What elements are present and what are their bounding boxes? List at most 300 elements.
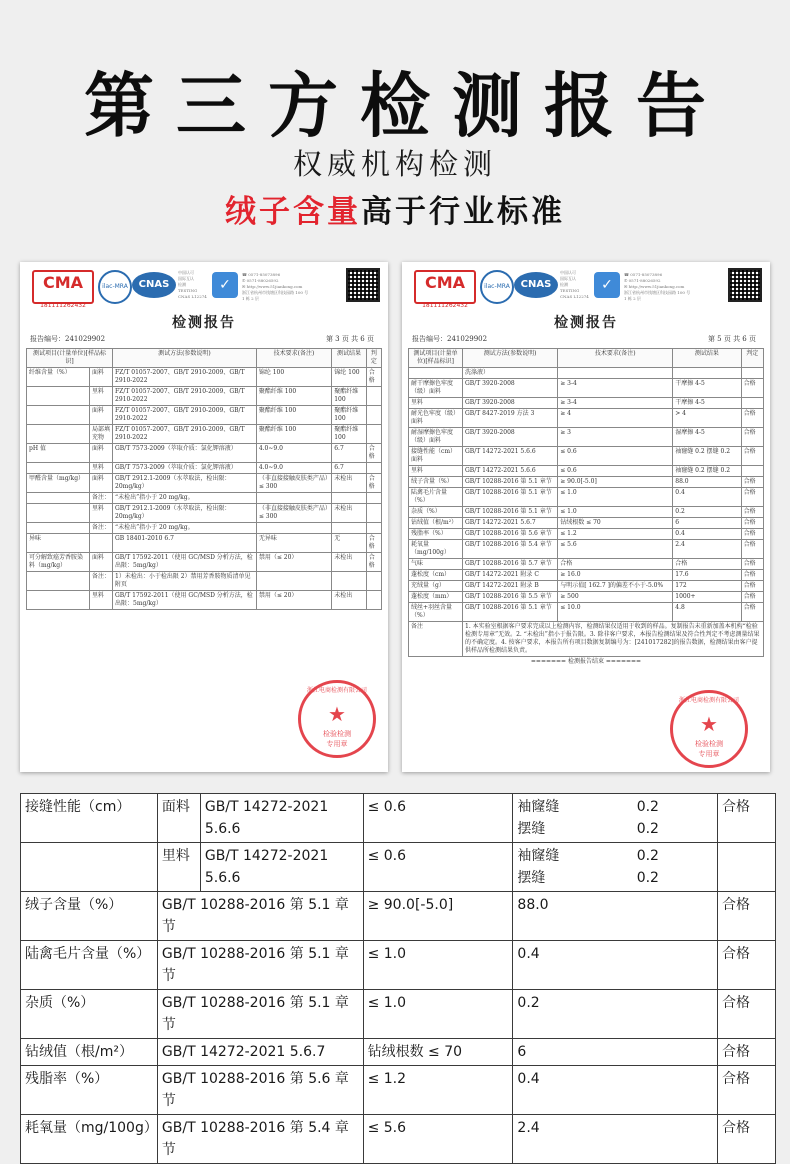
table-cell: 无异味 bbox=[256, 534, 331, 553]
table-cell: 备注： bbox=[90, 493, 113, 504]
report-number: 报告编号：241029902 bbox=[30, 335, 106, 343]
table-row bbox=[409, 540, 764, 559]
shield-check-icon: ✓ bbox=[212, 272, 238, 298]
end-row bbox=[409, 657, 764, 668]
table-cell: 4.8 bbox=[673, 603, 741, 622]
report-title: 检测报告 bbox=[172, 315, 236, 331]
table-cell: 聚酯纤维 100 bbox=[256, 406, 331, 425]
table-row bbox=[27, 591, 382, 610]
result-value-cell bbox=[633, 794, 718, 843]
table-cell bbox=[366, 463, 381, 474]
table-cell: 合格 bbox=[741, 581, 763, 592]
table-cell: 4.0~9.0 bbox=[256, 463, 331, 474]
tagline-highlight: 绒子含量 bbox=[225, 194, 361, 230]
table-cell: 干摩擦 4-5 bbox=[673, 379, 741, 398]
result-cell: 0.4 bbox=[513, 1066, 718, 1115]
table-row bbox=[409, 409, 764, 428]
result-value: 0.2 bbox=[636, 799, 659, 815]
table-cell: ≥ 4 bbox=[558, 409, 673, 428]
table-cell: ≥ 3 bbox=[558, 428, 673, 447]
result-name-cell bbox=[513, 843, 633, 892]
verdict-cell: 合格 bbox=[718, 1039, 776, 1066]
table-header-cell: 测试结果 bbox=[332, 349, 367, 368]
table-row bbox=[27, 425, 382, 444]
table-header-cell: 判定 bbox=[741, 349, 763, 368]
table-cell: 合格 bbox=[366, 368, 381, 387]
table-cell: 里料 bbox=[90, 463, 113, 474]
table-row bbox=[409, 518, 764, 529]
table-row bbox=[27, 523, 382, 534]
table-row bbox=[409, 603, 764, 622]
table-row bbox=[27, 368, 382, 387]
table-cell bbox=[27, 591, 90, 610]
table-cell: 合格 bbox=[366, 553, 381, 572]
report-header bbox=[28, 268, 380, 308]
table-cell: GB/T 10288-2016 第 5.6 章节 bbox=[463, 529, 558, 540]
requirement-cell: 钻绒根数 ≤ 70 bbox=[363, 1039, 513, 1066]
table-cell: 袖窿缝 0.2 摆缝 0.2 bbox=[673, 466, 741, 477]
table-header-cell: 测试方法(参数说明) bbox=[113, 349, 257, 368]
seal-ring-text: 浙江电商检测有限公司 bbox=[679, 697, 740, 704]
table-header-cell: 测试项目(计量单位)[样品标识] bbox=[27, 349, 113, 368]
table-cell: ≤ 0.6 bbox=[558, 466, 673, 477]
table-cell: GB/T 2912.1-2009（水萃取法，检出限：20mg/kg） bbox=[113, 474, 257, 493]
table-header-cell: 测试方法(参数说明) bbox=[463, 349, 558, 368]
table-cell: GB/T 8427-2019 方法 3 bbox=[463, 409, 558, 428]
table-cell bbox=[27, 425, 90, 444]
table-cell: ≤ 5.6 bbox=[558, 540, 673, 559]
table-cell: 合格 bbox=[366, 474, 381, 493]
results-table bbox=[408, 348, 764, 667]
table-cell: FZ/T 01057-2007、GB/T 2910-2009、GB/T 2910-2022 bbox=[113, 406, 257, 425]
table-cell: GB/T 3920-2008 bbox=[463, 379, 558, 398]
table-cell: 绒丝+羽丝含量（%） bbox=[409, 603, 463, 622]
table-cell bbox=[90, 534, 113, 553]
result-value: 0.2 bbox=[636, 870, 659, 886]
table-cell: 里料 bbox=[90, 387, 113, 406]
table-cell bbox=[366, 425, 381, 444]
table-cell: ≤ 0.6 bbox=[558, 447, 673, 466]
table-row bbox=[27, 504, 382, 523]
method-cell: GB/T 14272-2021 5.6.6 bbox=[200, 794, 363, 843]
verdict-cell: 合格 bbox=[718, 990, 776, 1039]
lab-contact-info: ☎ 0571-85073896 ✆ 0571-88026592 ✉ http://www.51jiankong.com 浙江省杭州市钱塘区科技园路 100 号 1 栋 2 层 bbox=[242, 272, 309, 301]
result-value-cell bbox=[633, 843, 718, 892]
table-cell: ≥ 3-4 bbox=[558, 379, 673, 398]
table-cell: GB/T 14272-2021 5.6.7 bbox=[463, 518, 558, 529]
table-cell: 耐干摩擦色牢度（级）面料 bbox=[409, 379, 463, 398]
table-cell: 合格 bbox=[741, 592, 763, 603]
table-cell: GB/T 10288-2016 第 5.4 章节 bbox=[463, 540, 558, 559]
table-cell: 6.7 bbox=[332, 444, 367, 463]
table-cell bbox=[741, 466, 763, 477]
table-cell: 洗涤液） bbox=[463, 368, 558, 379]
table-cell bbox=[256, 493, 331, 504]
requirement-cell: ≤ 1.2 bbox=[363, 1066, 513, 1115]
table-cell: FZ/T 01057-2007、GB/T 2910-2009、GB/T 2910-2022 bbox=[113, 387, 257, 406]
zoomed-results-table bbox=[20, 793, 776, 1164]
table-cell: 聚酯纤维 100 bbox=[332, 425, 367, 444]
table-cell: 袖窿缝 0.2 摆缝 0.2 bbox=[673, 447, 741, 466]
table-cell: GB/T 14272-2021 附录 C bbox=[463, 570, 558, 581]
test-item-cell: 残脂率（%） bbox=[21, 1066, 158, 1115]
result-name: 摆缝 bbox=[517, 870, 546, 886]
table-cell: 6.7 bbox=[332, 463, 367, 474]
table-cell: GB/T 14272-2021 5.6.6 bbox=[463, 466, 558, 477]
table-cell: 合格 bbox=[741, 507, 763, 518]
report-end-marker: ======= 检测报告结束 ======= bbox=[530, 658, 642, 665]
table-cell: 1）未检出：小于检出限 2）禁用芳香胺物质清单见附页 bbox=[113, 572, 257, 591]
table-cell: 合格 bbox=[366, 534, 381, 553]
table-cell: 里料 bbox=[409, 398, 463, 409]
requirement-cell: ≤ 1.0 bbox=[363, 941, 513, 990]
table-cell: 局部填充物 bbox=[90, 425, 113, 444]
table-cell bbox=[366, 572, 381, 591]
table-cell: 禁用（≤ 20） bbox=[256, 591, 331, 610]
notes-text: 1. 本实验室根据客户要求完成以上检测内容，检测结果仅适用于收到的样品。复制报告未重新加盖本机构“检验检测专用章”无效。2. “未检出”指小于报告限。3. 除非客户要求，本报告检测结果及符合性判定不考虑测量结果的不确定度。4. 按客户要求，本报告所有项目数据复制编号为：[241017282]的报告数据，检测结果由客户提供样品所检测结果负责。 bbox=[463, 622, 764, 657]
table-cell: （非直接接触皮肤类产品）≤ 300 bbox=[256, 474, 331, 493]
test-item-cell: 绒子含量（%） bbox=[21, 892, 158, 941]
table-cell: 88.0 bbox=[673, 477, 741, 488]
cnas-logo: CNAS bbox=[132, 272, 176, 298]
table-row bbox=[21, 1066, 776, 1115]
table-cell bbox=[332, 572, 367, 591]
table-row bbox=[27, 406, 382, 425]
report-page-left bbox=[20, 262, 388, 772]
table-cell: 0.4 bbox=[673, 488, 741, 507]
table-cell: 未检出 bbox=[332, 553, 367, 572]
result-name: 摆缝 bbox=[517, 821, 546, 837]
table-cell: 未检出 bbox=[332, 504, 367, 523]
table-cell: GB/T 7573-2009（萃取介质：氯化钾溶液） bbox=[113, 463, 257, 474]
table-cell: GB/T 7573-2009（萃取介质：氯化钾溶液） bbox=[113, 444, 257, 463]
table-cell bbox=[27, 406, 90, 425]
verdict-cell: 合格 bbox=[718, 1066, 776, 1115]
table-cell: 合格 bbox=[741, 428, 763, 447]
notes-row bbox=[409, 622, 764, 657]
cma-number: 181111262432 bbox=[40, 302, 86, 309]
table-row bbox=[27, 553, 382, 572]
table-cell: ≥ 16.0 bbox=[558, 570, 673, 581]
table-row bbox=[409, 581, 764, 592]
report-page-number: 第 5 页 共 6 页 bbox=[707, 335, 756, 343]
table-cell: 锦纶 100 bbox=[256, 368, 331, 387]
table-cell: 6 bbox=[673, 518, 741, 529]
report-header bbox=[410, 268, 762, 308]
table-cell: ≤ 1.0 bbox=[558, 507, 673, 518]
verdict-cell: 合格 bbox=[718, 941, 776, 990]
seal-line-1: 检验检测 bbox=[323, 730, 351, 738]
cma-logo: CMA bbox=[414, 270, 476, 304]
test-item-cell: 耗氧量（mg/100g） bbox=[21, 1115, 158, 1164]
table-cell: ≤ 10.0 bbox=[558, 603, 673, 622]
table-cell: > 4 bbox=[673, 409, 741, 428]
table-cell: 充绒量（g） bbox=[409, 581, 463, 592]
table-cell: GB/T 17592-2011（使用 GC/MSD 分析方法，检出限：5mg/kg） bbox=[113, 591, 257, 610]
table-cell bbox=[366, 493, 381, 504]
table-cell: 合格 bbox=[741, 570, 763, 581]
method-cell: GB/T 10288-2016 第 5.1 章节 bbox=[157, 990, 363, 1039]
table-cell bbox=[741, 398, 763, 409]
table-header-cell: 判定 bbox=[366, 349, 381, 368]
method-cell: GB/T 10288-2016 第 5.6 章节 bbox=[157, 1066, 363, 1115]
table-cell: 备注： bbox=[90, 523, 113, 534]
table-cell: 可分解致癌芳香胺染料（mg/kg） bbox=[27, 553, 90, 572]
verdict-cell: 合格 bbox=[718, 794, 776, 843]
table-header-cell: 技术要求(备注) bbox=[256, 349, 331, 368]
sample-part-cell: 面料 bbox=[157, 794, 200, 843]
table-cell: 172 bbox=[673, 581, 741, 592]
table-cell: 未检出 bbox=[332, 591, 367, 610]
requirement-cell: ≤ 0.6 bbox=[363, 794, 513, 843]
table-cell: 合格 bbox=[741, 409, 763, 428]
table-row bbox=[27, 474, 382, 493]
table-row bbox=[21, 990, 776, 1039]
hero-subtitle: 权威机构检测 bbox=[292, 147, 497, 181]
ilac-mra-logo: ilac-MRA bbox=[480, 270, 514, 304]
table-header-cell: 测试结果 bbox=[673, 349, 741, 368]
table-cell: GB/T 10288-2016 第 5.1 章节 bbox=[463, 477, 558, 488]
table-cell: GB/T 3920-2008 bbox=[463, 398, 558, 409]
table-row bbox=[21, 941, 776, 990]
table-cell: ≥ 3-4 bbox=[558, 398, 673, 409]
table-cell: 合格 bbox=[741, 518, 763, 529]
table-cell bbox=[366, 504, 381, 523]
notes-label: 备注 bbox=[409, 622, 463, 657]
method-cell: GB/T 14272-2021 5.6.7 bbox=[157, 1039, 363, 1066]
result-name-cell bbox=[513, 794, 633, 843]
table-row bbox=[409, 466, 764, 477]
table-row bbox=[27, 572, 382, 591]
test-item-cell: 钻绒值（根/m²） bbox=[21, 1039, 158, 1066]
table-row bbox=[27, 493, 382, 504]
table-row bbox=[21, 1115, 776, 1164]
table-row bbox=[409, 398, 764, 409]
table-cell: 残脂率（%） bbox=[409, 529, 463, 540]
table-cell bbox=[366, 406, 381, 425]
table-cell: FZ/T 01057-2007、GB/T 2910-2009、GB/T 2910-2022 bbox=[113, 425, 257, 444]
qr-code-icon bbox=[728, 268, 762, 302]
table-cell: 合格 bbox=[741, 603, 763, 622]
table-cell: pH 值 bbox=[27, 444, 90, 463]
table-cell: 耗氧量（mg/100g） bbox=[409, 540, 463, 559]
table-cell: 蓬松度（cm） bbox=[409, 570, 463, 581]
table-cell: GB/T 2912.1-2009（水萃取法，检出限：20mg/kg） bbox=[113, 504, 257, 523]
table-cell: 与明示值[ 162.7 ]的偏差不小于-5.0% bbox=[558, 581, 673, 592]
table-row bbox=[409, 379, 764, 398]
table-cell: 0.4 bbox=[673, 529, 741, 540]
verdict-cell bbox=[718, 843, 776, 892]
requirement-cell: ≥ 90.0[-5.0] bbox=[363, 892, 513, 941]
results-table bbox=[26, 348, 382, 610]
result-cell: 2.4 bbox=[513, 1115, 718, 1164]
test-item-cell: 接缝性能（cm） bbox=[21, 794, 158, 843]
table-cell: 合格 bbox=[741, 559, 763, 570]
table-cell: 禁用（≤ 20） bbox=[256, 553, 331, 572]
table-row bbox=[409, 529, 764, 540]
table-row bbox=[409, 477, 764, 488]
table-cell: 耐湿摩擦色牢度（级）面料 bbox=[409, 428, 463, 447]
method-cell: GB/T 10288-2016 第 5.1 章节 bbox=[157, 941, 363, 990]
report-page-number: 第 3 页 共 6 页 bbox=[325, 335, 374, 343]
table-cell: 干摩擦 4-5 bbox=[673, 398, 741, 409]
table-cell: GB/T 10288-2016 第 5.7 章节 bbox=[463, 559, 558, 570]
table-row bbox=[409, 559, 764, 570]
tagline-rest: 高于行业标准 bbox=[361, 194, 565, 230]
table-cell: “未检出”指小于 20 mg/kg。 bbox=[113, 493, 257, 504]
table-cell: ≥ 500 bbox=[558, 592, 673, 603]
table-cell bbox=[409, 368, 463, 379]
table-cell: ≤ 1.0 bbox=[558, 488, 673, 507]
table-row bbox=[409, 570, 764, 581]
table-cell: 里料 bbox=[90, 591, 113, 610]
table-cell bbox=[332, 523, 367, 534]
table-cell: 合格 bbox=[741, 477, 763, 488]
table-cell: 未检出 bbox=[332, 474, 367, 493]
verdict-cell: 合格 bbox=[718, 1115, 776, 1164]
table-cell: 杂质（%） bbox=[409, 507, 463, 518]
table-cell bbox=[673, 368, 741, 379]
report-page-right bbox=[402, 262, 770, 772]
cnas-fine-print: 中国认可 国际互认 检测 TESTING CNAS L12274 bbox=[178, 270, 207, 299]
requirement-cell: ≤ 5.6 bbox=[363, 1115, 513, 1164]
table-cell: 聚酯纤维 100 bbox=[332, 387, 367, 406]
table-cell: 面料 bbox=[90, 444, 113, 463]
table-cell: 合格 bbox=[558, 559, 673, 570]
table-row bbox=[409, 428, 764, 447]
result-value: 0.2 bbox=[636, 821, 659, 837]
table-row bbox=[27, 387, 382, 406]
table-cell bbox=[27, 523, 90, 534]
table-cell bbox=[27, 504, 90, 523]
seal-star-icon: ★ bbox=[328, 702, 346, 726]
cma-number: 181111262432 bbox=[422, 302, 468, 309]
table-cell: 合格 bbox=[741, 379, 763, 398]
test-item-cell: 陆禽毛片含量（%） bbox=[21, 941, 158, 990]
result-cell: 6 bbox=[513, 1039, 718, 1066]
table-cell: “未检出”指小于 20 mg/kg。 bbox=[113, 523, 257, 534]
seal-line-1: 检验检测 bbox=[695, 740, 723, 748]
table-cell: 耐光色牢度（级）面料 bbox=[409, 409, 463, 428]
table-header-row bbox=[27, 349, 382, 368]
table-cell: 备注： bbox=[90, 572, 113, 591]
table-cell: 合格 bbox=[741, 488, 763, 507]
test-item-cell bbox=[21, 843, 158, 892]
table-cell: 异味 bbox=[27, 534, 90, 553]
qr-code-icon bbox=[346, 268, 380, 302]
table-row bbox=[21, 892, 776, 941]
table-cell: 钻绒值（根/m²） bbox=[409, 518, 463, 529]
table-row bbox=[27, 534, 382, 553]
table-cell: GB/T 10288-2016 第 5.1 章节 bbox=[463, 488, 558, 507]
table-cell bbox=[27, 387, 90, 406]
table-cell: 绒子含量（%） bbox=[409, 477, 463, 488]
table-cell: 里料 bbox=[409, 466, 463, 477]
table-cell bbox=[256, 572, 331, 591]
table-cell bbox=[558, 368, 673, 379]
table-cell: 合格 bbox=[741, 529, 763, 540]
table-row bbox=[21, 1039, 776, 1066]
table-cell: 4.0~9.0 bbox=[256, 444, 331, 463]
result-cell: 0.4 bbox=[513, 941, 718, 990]
table-cell: 聚酯纤维 100 bbox=[256, 387, 331, 406]
table-cell: 合格 bbox=[673, 559, 741, 570]
seal-ring-text: 浙江电商检测有限公司 bbox=[307, 687, 368, 694]
seal-line-2: 专用章 bbox=[326, 740, 348, 748]
cnas-logo: CNAS bbox=[514, 272, 558, 298]
table-cell: 聚酯纤维 100 bbox=[332, 406, 367, 425]
table-cell: 面料 bbox=[90, 368, 113, 387]
table-cell: 1000+ bbox=[673, 592, 741, 603]
ilac-mra-logo: ilac-MRA bbox=[98, 270, 132, 304]
table-cell: GB/T 17592-2011（使用 GC/MSD 分析方法，检出限：5mg/kg） bbox=[113, 553, 257, 572]
cma-logo: CMA bbox=[32, 270, 94, 304]
result-cell: 88.0 bbox=[513, 892, 718, 941]
table-cell: 气味 bbox=[409, 559, 463, 570]
method-cell: GB/T 10288-2016 第 5.1 章节 bbox=[157, 892, 363, 941]
table-cell: 合格 bbox=[741, 540, 763, 559]
table-cell: 接缝性能（cm）面料 bbox=[409, 447, 463, 466]
result-name: 袖窿缝 bbox=[517, 799, 560, 815]
table-cell: 2.4 bbox=[673, 540, 741, 559]
verdict-cell: 合格 bbox=[718, 892, 776, 941]
official-seal bbox=[298, 680, 376, 758]
table-cell: 面料 bbox=[90, 406, 113, 425]
table-cell: GB/T 10288-2016 第 5.1 章节 bbox=[463, 603, 558, 622]
table-row bbox=[27, 444, 382, 463]
table-cell: GB 18401-2010 6.7 bbox=[113, 534, 257, 553]
result-cell: 0.2 bbox=[513, 990, 718, 1039]
test-item-cell: 杂质（%） bbox=[21, 990, 158, 1039]
table-row bbox=[21, 794, 776, 843]
table-cell bbox=[27, 493, 90, 504]
table-header-cell: 技术要求(备注) bbox=[558, 349, 673, 368]
table-cell: 无 bbox=[332, 534, 367, 553]
table-cell: 钻绒根数 ≤ 70 bbox=[558, 518, 673, 529]
table-cell bbox=[27, 463, 90, 474]
table-cell bbox=[27, 572, 90, 591]
table-cell: 面料 bbox=[90, 553, 113, 572]
method-cell: GB/T 10288-2016 第 5.4 章节 bbox=[157, 1115, 363, 1164]
method-cell: GB/T 14272-2021 5.6.6 bbox=[200, 843, 363, 892]
table-cell: ≤ 1.2 bbox=[558, 529, 673, 540]
seal-line-2: 专用章 bbox=[698, 750, 720, 758]
table-cell: 锦纶 100 bbox=[332, 368, 367, 387]
table-row bbox=[409, 592, 764, 603]
report-title: 检测报告 bbox=[554, 315, 618, 331]
table-cell bbox=[256, 523, 331, 534]
table-cell: 甲醛含量（mg/kg） bbox=[27, 474, 90, 493]
table-cell: 合格 bbox=[366, 444, 381, 463]
result-value: 0.2 bbox=[636, 848, 659, 864]
table-header-cell: 测试项目(计量单位)[样品标识] bbox=[409, 349, 463, 368]
table-row bbox=[27, 463, 382, 474]
lab-contact-info: ☎ 0571-85073896 ✆ 0571-88026592 ✉ http://www.51jiankong.com 浙江省杭州市钱塘区科技园路 100 号 1 栋 2 层 bbox=[624, 272, 691, 301]
table-cell bbox=[332, 493, 367, 504]
table-row bbox=[409, 447, 764, 466]
table-cell: 陆禽毛片含量（%） bbox=[409, 488, 463, 507]
table-cell: ≥ 90.0[-5.0] bbox=[558, 477, 673, 488]
result-name: 袖窿缝 bbox=[517, 848, 560, 864]
table-cell: GB/T 14272-2021 5.6.6 bbox=[463, 447, 558, 466]
seal-star-icon: ★ bbox=[700, 712, 718, 736]
table-row bbox=[21, 843, 776, 892]
table-cell: 蓬松度（mm） bbox=[409, 592, 463, 603]
table-cell: 纤维含量（%） bbox=[27, 368, 90, 387]
table-cell bbox=[366, 387, 381, 406]
table-row bbox=[409, 368, 764, 379]
official-seal bbox=[670, 690, 748, 768]
